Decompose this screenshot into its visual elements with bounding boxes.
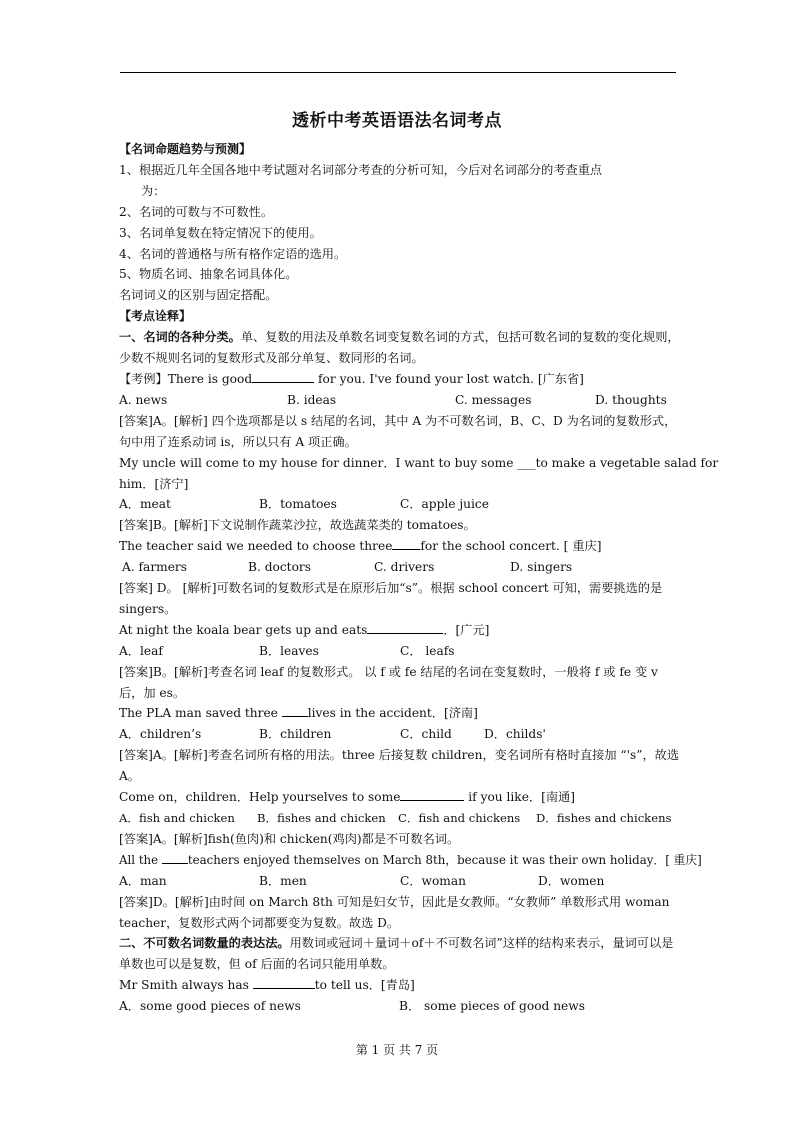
option: A．some good pieces of news [119, 999, 301, 1014]
options-row [119, 557, 683, 578]
option: D．fishes and chickens [536, 811, 672, 825]
option: B. ideas [287, 392, 337, 407]
option: C．apple juice [400, 497, 489, 512]
option: D. singers [510, 560, 573, 575]
question-text: My uncle will come to my house for dinner．I want to buy some ___to make a vegetable salad for [119, 455, 719, 470]
trend-item: 1、根据近几年全国各地中考试题对名词部分考查的分析可知，今后对名词部分的考查重点 [119, 162, 603, 177]
answer-explanation: [答案]B。[解析]下文说制作蔬菜沙拉，故选蔬菜类的 tomatoes。 [119, 518, 476, 533]
question [119, 975, 683, 996]
option: B． some pieces of good news [399, 999, 585, 1014]
option: B．fishes and chicken [257, 811, 386, 825]
answer-blank [252, 370, 314, 383]
option: C. messages [455, 392, 532, 407]
question-text: The teacher said we needed to choose three [119, 539, 393, 554]
option: A．leaf [119, 643, 163, 658]
trend-item: 4、名词的普通格与所有格作定语的选用。 [119, 246, 347, 261]
trend-item: 3、名词单复数在特定情况下的使用。 [119, 225, 322, 240]
option: A．children’s [119, 727, 202, 742]
point-text: 用数词或冠词＋量词＋of＋不可数名词”这样的结构来表示，量词可以是单数也可以是复数，但 of 后面的名词只能用单数。 [119, 936, 674, 972]
question-text: 【考例】There is good [119, 371, 253, 386]
answer-blank [392, 537, 420, 550]
trend-item: 名词词义的区别与固定搭配。 [119, 288, 278, 303]
options-row [119, 390, 683, 411]
question-text: Mr Smith always has [119, 978, 253, 993]
question-text: if you like．[南通] [464, 790, 575, 805]
answer-blank [400, 788, 464, 801]
page-footer: 第 1 页 共 7 页 [355, 1043, 439, 1057]
question-text: ．[广元] [443, 622, 490, 637]
answer-blank [282, 704, 308, 717]
question-text: for the school concert. [ 重庆] [420, 539, 602, 554]
trend-item-continued: 为： [141, 183, 166, 198]
page-title: 透析中考英语语法名词考点 [292, 111, 502, 131]
answer-explanation: [答案]A。[解析]考查名词所有格的用法。three 后接复数 children，变名词所有格时直接加 “'s”，故选 A。 [119, 748, 680, 784]
answer-explanation: [答案]D。[解析]由时间 on March 8th 可知是妇女节，因此是女教师。“女教师” 单数形式用 woman teacher，复数形式两个词都要变为复数。故选 D。 [119, 894, 670, 930]
option: D. thoughts [595, 392, 667, 407]
point-heading: 一、名词的各种分类。 [119, 330, 241, 345]
option: C．child [400, 727, 452, 742]
option: A．man [119, 873, 167, 888]
section-header-trends: 【名词命题趋势与预测】 [119, 142, 252, 156]
option: C．woman [400, 873, 466, 888]
header-rule [120, 72, 676, 73]
options-row [119, 494, 683, 515]
point-paragraph [119, 933, 683, 975]
question [119, 536, 683, 557]
option: B．leaves [259, 643, 319, 658]
option: A. farmers [122, 560, 188, 575]
question-text: to tell us．[青岛] [314, 978, 415, 993]
question [119, 787, 683, 808]
options-row [119, 996, 683, 1017]
trend-item: 5、物质名词、抽象名词具体化。 [119, 267, 298, 282]
option: B. doctors [248, 560, 311, 575]
options-row [119, 724, 683, 745]
question [119, 620, 683, 641]
options-row [119, 808, 683, 829]
option: B．children [259, 727, 332, 742]
document-body [119, 139, 719, 1017]
question-text: At night the koala bear gets up and eats [119, 622, 368, 637]
option: A．fish and chicken [119, 811, 235, 825]
answer-blank [253, 976, 315, 989]
question-text: for you. I've found your lost watch. [广东省] [314, 371, 584, 386]
answer-blank [367, 621, 443, 634]
question-text: The PLA man saved three [119, 706, 282, 721]
options-row [119, 871, 683, 892]
question [119, 369, 683, 390]
question [119, 850, 702, 871]
option: C．fish and chickens [398, 811, 521, 825]
option: A．meat [119, 497, 171, 512]
point-heading: 二、不可数名词数量的表达法。 [119, 936, 290, 951]
option: B．men [259, 873, 307, 888]
option: C. drivers [374, 560, 435, 575]
question-text: lives in the accident．[济南] [307, 706, 478, 721]
option: A. news [119, 392, 168, 407]
answer-explanation: [答案]B。[解析]考查名词 leaf 的复数形式。 以 f 或 fe 结尾的名词在变复数时，一般将 f 或 fe 变 v 后，加 es。 [119, 664, 658, 700]
question-text: Come on，children．Help yourselves to some [119, 790, 401, 805]
question [119, 703, 683, 724]
question-text: All the [119, 852, 162, 867]
answer-explanation: [答案]A。[解析]fish(鱼肉)和 chicken(鸡肉)都是不可数名词。 [119, 831, 460, 846]
point-text: 单、复数的用法及单数名词变复数名词的方式，包括可数名词的复数的变化规则，少数不规则名词的复数形式及部分单复、数同形的名词。 [119, 330, 680, 366]
question-text: teachers enjoyed themselves on March 8th，because it was their own holiday．[ 重庆] [187, 852, 702, 867]
trend-item: 2、名词的可数与不可数性。 [119, 204, 274, 219]
option: B．tomatoes [259, 497, 337, 512]
options-row [119, 641, 683, 662]
option: D．women [538, 873, 605, 888]
option: D．childs' [484, 727, 546, 742]
answer-explanation: [答案]A。[解析] 四个选项都是以 s 结尾的名词，其中 A 为不可数名词，B、C、D 为名词的复数形式，句中用了连系动词 is，所以只有 A 项正确。 [119, 413, 677, 449]
question-text: him．[济宁] [119, 476, 189, 491]
option: C． leafs [400, 643, 455, 658]
section-header-explanation: 【考点诠释】 [119, 309, 192, 324]
answer-explanation: [答案] D。 [解析]可数名词的复数形式是在原形后加“s”。根据 school concert 可知，需要挑选的是 singers。 [119, 581, 663, 616]
answer-blank [162, 851, 188, 864]
point-paragraph [119, 327, 683, 369]
